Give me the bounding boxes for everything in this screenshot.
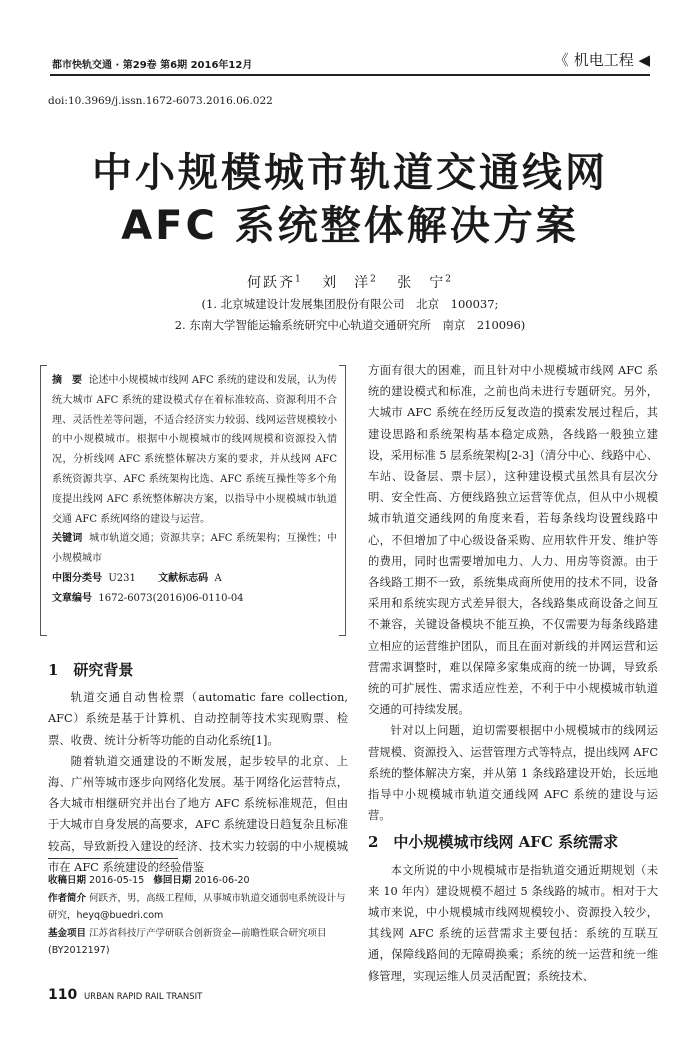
footnotes [48,872,348,960]
author-bio-line [48,890,348,925]
title-line-2: AFC 系统整体解决方案 [121,203,579,249]
fund-label: 基金项目 [48,927,87,939]
fund: 江苏省科技厅产学研联合创新资金—前瞻性联合研究项目(BY2012197) [48,927,327,956]
journal-info: 都市快轨交通 · 第29卷 第6期 2016年12月 [52,60,253,71]
doi: doi:10.3969/j.issn.1672-6073.2016.06.022 [48,95,273,107]
paragraph: 本文所说的中小规模城市是指轨道交通近期规划（未来 10 年内）建设规模不超过 5 条线路的城市。相对于大城市来说，中小规模城市线网规模较小、资源投入较少，其线网 AFC 系统的运营需求主要包括：系统的互联互通，保障线路间的无障碍换乘；系统的统一运营和统一维修管理，实现运维人员灵活配置；系统技术、 [368,863,658,983]
paragraph: 轨道交通自动售检票（automatic fare collection, AFC）系统是基于计算机、自动控制等技术实现购票、检票、收费、统计分析等功能的自动化系统[1]。 [48,691,348,747]
keywords-label: 关键词 [52,533,83,545]
author-bio: 何跃齐，男，高级工程师，从事城市轨道交通弱电系统设计与研究，heyq@buedri.com [48,892,346,921]
fund-line [48,925,348,960]
abstract-box [40,365,346,634]
section-1-heading: 1 研究背景 [48,661,134,679]
affiliation: (1. 北京城建设计发展集团股份有限公司 北京 100037; [201,297,499,311]
bracket-left [40,365,47,636]
paragraph: 针对以上问题，迫切需要根据中小规模城市的线网运营规模、资源投入、运营管理方式等特点，提出线网 AFC 系统的整体解决方案，并从第 1 条线路建设开始，长远地指导中小规模城市轨道交通线网 AFC 系统的建设与运营。 [368,724,658,823]
received-label: 收稿日期 [48,875,87,886]
footnote-rule [48,858,178,859]
received-date: 2016-05-15 [89,875,145,886]
journal-english-name: URBAN RAPID RAIL TRANSIT [83,992,203,1002]
page-number: 110 [48,987,78,1003]
bracket-right [339,365,346,636]
author-affil-mark: 1 [295,274,303,285]
received-line [48,872,348,890]
clc-label: 中图分类号 [52,572,102,584]
author-list [0,272,700,292]
left-column [48,660,348,878]
author-affil-mark: 2 [445,274,453,285]
author-name: 何跃齐 [247,275,296,291]
paragraph: 随着轨道交通建设的不断发展，起步较早的北京、上海、广州等城市逐步向网络化发展。基于网络化运营特点，各大城市相继研究并出台了地方 AFC 系统标准规范，但由于大城市自身发展的高要求，AFC 系统建设日趋复杂且标准较高，导致新投入建设的经济、技术实力较弱的中小规模城市在 AFC 系统建设的经验借鉴 [48,754,348,874]
author-name: 张 宁 [397,275,446,291]
clc: U231 [108,572,136,584]
affiliation: 2. 东南大学智能运输系统研究中心轨道交通研究所 南京 210096) [174,318,526,332]
doc-code: A [214,572,222,584]
article-no-label: 文章编号 [52,592,92,604]
abstract [52,371,337,609]
title-line-1: 中小规模城市轨道交通线网 [92,150,608,196]
author-affil-mark: 2 [370,274,378,285]
article-no: 1672-6073(2016)06-0110-04 [98,592,244,604]
section-2-heading: 2 中小规模城市线网 AFC 系统需求 [368,833,619,852]
paragraph: 方面有很大的困难，而且针对中小规模城市线网 AFC 系统的建设模式和标准，之前也尚未进行专题研究。另外，大城市 AFC 系统在经历反复改造的摸索发展过程后，其建设思路和系统架构基本稳定成熟，各线路一般独立建设，采用标准 5 层系统架构[2-3]（清分中心、线路中心、车站、设备层、票卡层），这种建设模式虽然具有层次分明、安全性高、方便线路独立运营等优点，但从中小规模城市轨道交通线网的角度来看，若每条线均设置线路中心，不但增加了中心级设备采购、应用软件开发、维护等的费用，同时也需要增加电力、人力、用房等资源。由于各线路工期不一致，系统集成商所使用的技术不同，设备采用和系统实现方式差异很大，各线路集成商设备之间互不兼容，关键设备模块不能互换，不仅需要为每条线路建立相应的运营维护团队，而且在面对新线的并网运营和运营需求调整时，难以保障多家集成商的统一协调，导致系统的可扩展性、需求适应性差，不利于中小规模城市轨道交通的可持续发展。 [368,364,658,717]
abstract-label: 摘 要 [52,375,83,386]
revised-label: 修回日期 [153,875,192,886]
keywords: 城市轨道交通；资源共享；AFC 系统架构；互操性；中小规模城市 [52,533,337,565]
right-column [368,360,658,987]
header-rule [50,74,650,76]
section-name: 《 机电工程 ◀ [553,51,650,69]
page-footer [48,987,202,1003]
revised-date: 2016-06-20 [194,875,250,886]
abstract-text: 论述中小规模城市线网 AFC 系统的建设和发展，认为传统大城市 AFC 系统的建设模式存在着标准较高、资源利用不合理、灵活性差等问题，不适合经济实力较弱、线网运营规模较小的中小规模城市。根据中小规模城市的线网规模和资源投入情况，分析线网 AFC 系统整体解决方案的要求，并从线网 AFC 系统资源共享、AFC 系统架构比选、AFC 系统互操性等多个角度提出线网 AFC 系统整体解决方案，以指导中小规模城市轨道交通 AFC 系统网络的建设与运营。 [52,375,338,525]
doc-code-label: 文献标志码 [158,572,209,584]
author-bio-label: 作者简介 [48,892,87,904]
author-name: 刘 洋 [322,275,371,291]
